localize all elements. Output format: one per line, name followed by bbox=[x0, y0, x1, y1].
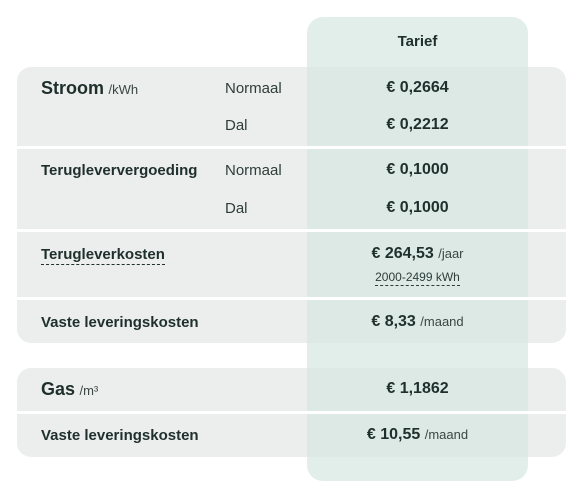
terugleververgoeding-dal-label: Dal bbox=[225, 200, 248, 217]
vaste-leveringskosten-gas-title: Vaste leveringskosten bbox=[41, 427, 199, 444]
row-divider bbox=[17, 229, 566, 232]
gas-heading bbox=[41, 379, 98, 400]
terugleverkosten-period: /jaar bbox=[438, 246, 464, 261]
vaste-leveringskosten-stroom-price: € 8,33 bbox=[371, 313, 416, 330]
vaste-leveringskosten-gas-price-row bbox=[307, 426, 528, 444]
gas-price: € 1,1862 bbox=[386, 380, 449, 397]
gas-title: Gas bbox=[41, 379, 76, 399]
vaste-leveringskosten-gas-period: /maand bbox=[424, 427, 469, 442]
terugleververgoeding-title: Terugleververgoeding bbox=[41, 162, 198, 179]
vaste-leveringskosten-stroom-title: Vaste leveringskosten bbox=[41, 314, 199, 331]
terugleverkosten-price-row bbox=[307, 245, 528, 263]
stroom-dal-label: Dal bbox=[225, 117, 248, 134]
stroom-normaal-price: € 0,2664 bbox=[386, 79, 449, 96]
terugleverkosten-title: Terugleverkosten bbox=[41, 246, 165, 263]
terugleververgoeding-normaal-price: € 0,1000 bbox=[386, 161, 449, 178]
stroom-title: Stroom bbox=[41, 78, 104, 98]
row-divider bbox=[17, 411, 566, 414]
tariff-column-header: Tarief bbox=[397, 33, 438, 50]
terugleverkosten-range-link[interactable] bbox=[307, 270, 528, 284]
row-divider bbox=[17, 297, 566, 300]
stroom-normaal-label: Normaal bbox=[225, 80, 282, 97]
vaste-leveringskosten-gas-price: € 10,55 bbox=[366, 426, 421, 443]
gas-unit: /m³ bbox=[79, 383, 99, 398]
vaste-leveringskosten-stroom-price-row bbox=[307, 313, 528, 331]
terugleververgoeding-dal-price: € 0,1000 bbox=[386, 199, 449, 216]
terugleverkosten-info-link[interactable] bbox=[41, 246, 165, 263]
stroom-dal-price: € 0,2212 bbox=[386, 116, 449, 133]
terugleververgoeding-normaal-label: Normaal bbox=[225, 162, 282, 179]
row-divider bbox=[17, 146, 566, 149]
stroom-heading bbox=[41, 78, 138, 99]
stroom-unit: /kWh bbox=[108, 82, 139, 97]
terugleverkosten-range: 2000-2499 kWh bbox=[375, 270, 460, 284]
terugleverkosten-price: € 264,53 bbox=[371, 245, 434, 262]
vaste-leveringskosten-stroom-period: /maand bbox=[420, 314, 464, 329]
